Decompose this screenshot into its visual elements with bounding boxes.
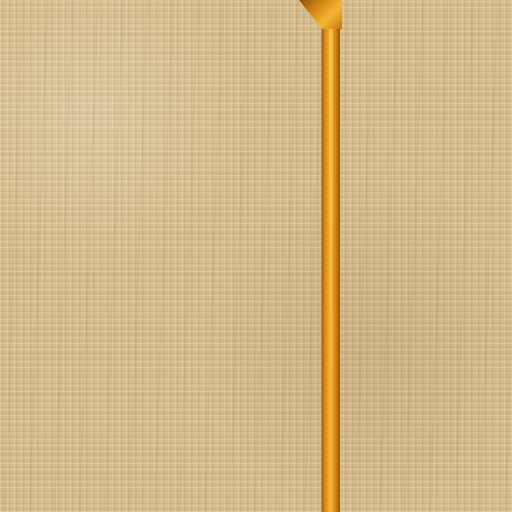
- ribbon-highlight: [329, 0, 333, 512]
